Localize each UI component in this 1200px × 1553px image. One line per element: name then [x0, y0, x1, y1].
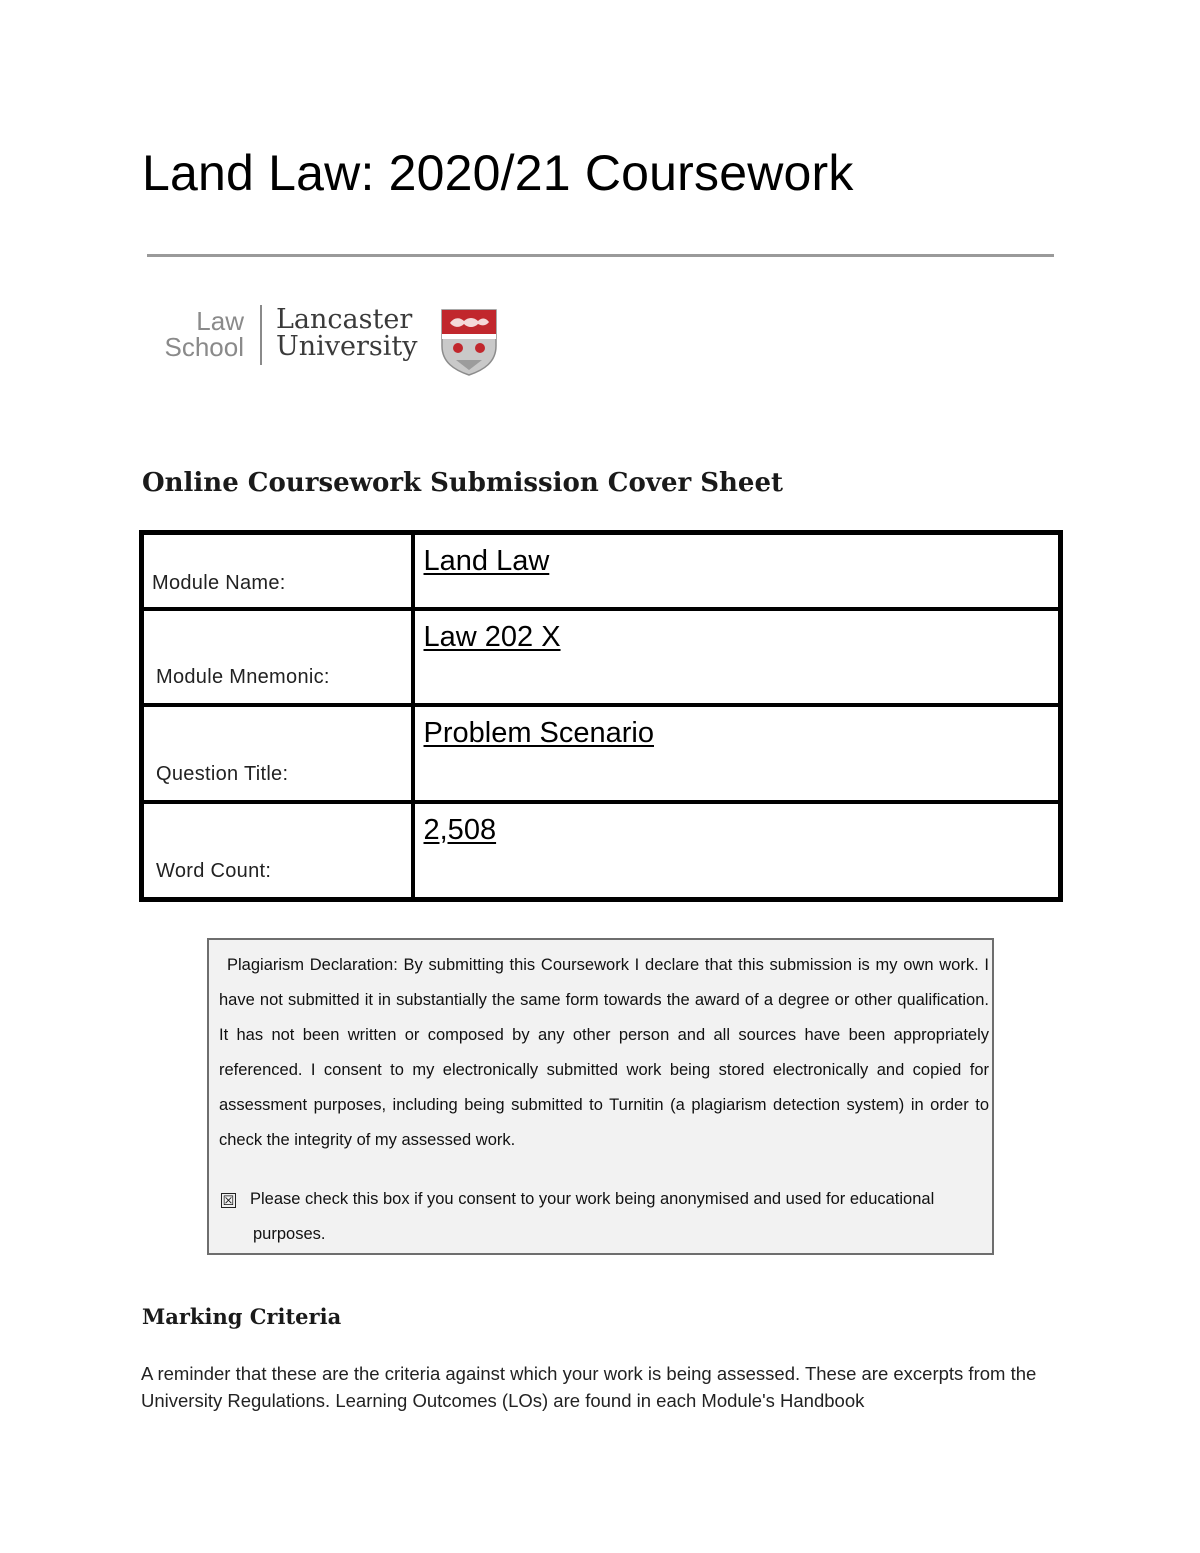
table-row	[142, 533, 1061, 609]
question-title-value: Problem Scenario	[423, 716, 654, 749]
module-mnemonic-label: Module Mnemonic:	[156, 665, 330, 688]
table-row	[142, 609, 1061, 705]
logo-text-school: School	[164, 332, 244, 362]
table-row	[142, 705, 1061, 802]
cover-sheet-table	[139, 530, 1063, 902]
logo-law-school-text	[165, 308, 245, 360]
module-mnemonic-value: Law 202 X	[423, 620, 561, 653]
word-count-label: Word Count:	[156, 860, 272, 882]
consent-row	[221, 1182, 991, 1243]
consent-checkbox[interactable]: ☒	[222, 1193, 235, 1208]
plagiarism-declaration-box	[207, 938, 994, 1255]
consent-text: Please check this box if you consent to your work being anonymised and used for educational	[250, 1190, 935, 1208]
table-row	[142, 802, 1061, 900]
document-title: Land Law: 2020/21 Coursework	[142, 145, 854, 201]
marking-criteria-heading: Marking Criteria	[142, 1304, 342, 1329]
consent-text-continued: purposes.	[253, 1225, 326, 1243]
university-crest-icon	[440, 308, 498, 376]
title-divider	[147, 254, 1054, 257]
module-name-label: Module Name:	[152, 571, 286, 594]
cover-sheet-heading: Online Coursework Submission Cover Sheet	[142, 468, 784, 498]
plagiarism-declaration-text: Plagiarism Declaration: By submitting this Coursework I declare that this submission is my own work. I have not submitted it in substantially the same form towards the award of a degree or other qualification. It has not been written or composed by any other person and all sources have been appropriately referenced. I consent to my electronically submitted work being stored electronically and copied for assessment purposes, including being submitted to Turnitin (a plagiarism detection system) in order to check the integrity of my assessed work.	[219, 956, 989, 1149]
question-title-label: Question Title:	[156, 762, 289, 785]
marking-criteria-text: A reminder that these are the criteria against which your work is being assessed. These are excerpts from the University Regulations. Learning Outcomes (LOs) are found in each Module's Handbook	[141, 1363, 1037, 1411]
logo-university-text	[276, 306, 418, 360]
module-name-value: Land Law	[423, 545, 550, 577]
lancaster-law-school-logo	[152, 300, 502, 380]
word-count-value: 2,508	[423, 813, 497, 846]
logo-text-law: Law	[196, 306, 244, 336]
logo-text-lancaster: Lancaster	[276, 304, 413, 335]
logo-text-university: University	[276, 331, 418, 362]
logo-divider	[260, 305, 262, 365]
